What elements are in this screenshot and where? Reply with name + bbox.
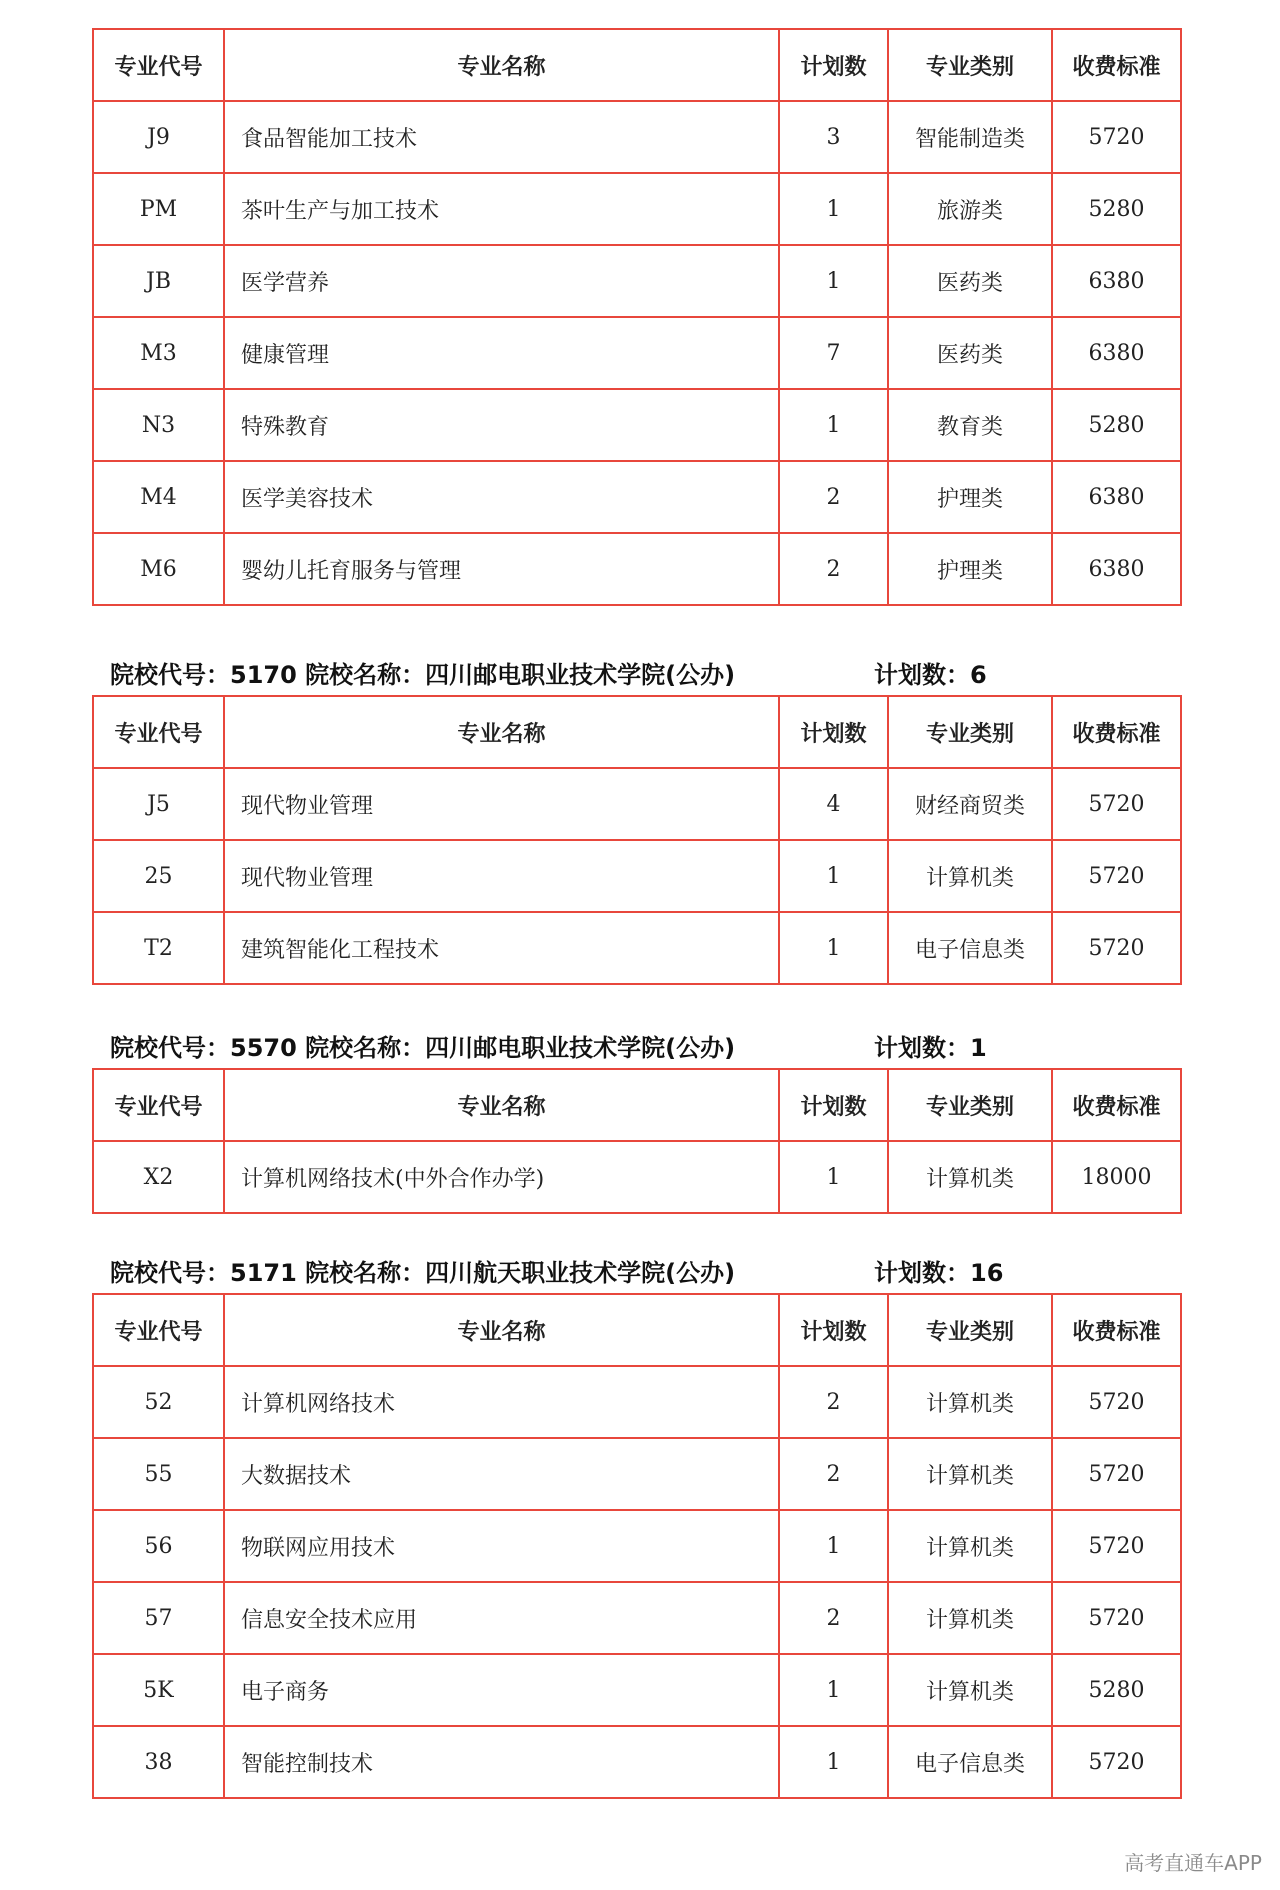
header-name: 专业名称 bbox=[224, 29, 779, 101]
cell-fee: 5720 bbox=[1052, 768, 1181, 840]
cell-category: 计算机类 bbox=[888, 1438, 1052, 1510]
header-name: 专业名称 bbox=[224, 1294, 779, 1366]
table-row bbox=[93, 1438, 1181, 1510]
cell-code: 52 bbox=[93, 1366, 224, 1438]
cell-code: PM bbox=[93, 173, 224, 245]
table-row bbox=[93, 1582, 1181, 1654]
table-row bbox=[93, 461, 1181, 533]
cell-code: T2 bbox=[93, 912, 224, 984]
header-category: 专业类别 bbox=[888, 29, 1052, 101]
cell-fee: 18000 bbox=[1052, 1141, 1181, 1213]
cell-code: 38 bbox=[93, 1726, 224, 1798]
cell-plan: 2 bbox=[779, 1366, 888, 1438]
cell-fee: 5720 bbox=[1052, 1510, 1181, 1582]
cell-plan: 2 bbox=[779, 1582, 888, 1654]
header-category: 专业类别 bbox=[888, 1294, 1052, 1366]
cell-category: 计算机类 bbox=[888, 1141, 1052, 1213]
cell-category: 电子信息类 bbox=[888, 1726, 1052, 1798]
cell-code: J5 bbox=[93, 768, 224, 840]
cell-name: 物联网应用技术 bbox=[224, 1510, 779, 1582]
plan-total: 计划数：6 bbox=[874, 661, 987, 689]
cell-fee: 6380 bbox=[1052, 317, 1181, 389]
cell-plan: 1 bbox=[779, 1654, 888, 1726]
cell-category: 计算机类 bbox=[888, 1366, 1052, 1438]
cell-category: 护理类 bbox=[888, 533, 1052, 605]
cell-fee: 5720 bbox=[1052, 1438, 1181, 1510]
header-row bbox=[93, 1294, 1181, 1366]
cell-code: M6 bbox=[93, 533, 224, 605]
header-plan: 计划数 bbox=[779, 1069, 888, 1141]
cell-category: 护理类 bbox=[888, 461, 1052, 533]
table-row bbox=[93, 1654, 1181, 1726]
header-row bbox=[93, 29, 1181, 101]
table-row bbox=[93, 768, 1181, 840]
cell-name: 现代物业管理 bbox=[224, 840, 779, 912]
cell-category: 计算机类 bbox=[888, 1654, 1052, 1726]
cell-plan: 1 bbox=[779, 389, 888, 461]
cell-fee: 6380 bbox=[1052, 245, 1181, 317]
header-code: 专业代号 bbox=[93, 29, 224, 101]
header-name: 专业名称 bbox=[224, 1069, 779, 1141]
table-row bbox=[93, 912, 1181, 984]
cell-category: 计算机类 bbox=[888, 1582, 1052, 1654]
header-fee: 收费标准 bbox=[1052, 696, 1181, 768]
cell-name: 信息安全技术应用 bbox=[224, 1582, 779, 1654]
table-section-0 bbox=[92, 28, 1182, 606]
cell-code: X2 bbox=[93, 1141, 224, 1213]
cell-plan: 1 bbox=[779, 840, 888, 912]
plan-total: 计划数：16 bbox=[874, 1259, 1004, 1287]
table-row bbox=[93, 101, 1181, 173]
cell-plan: 1 bbox=[779, 173, 888, 245]
cell-category: 计算机类 bbox=[888, 1510, 1052, 1582]
cell-code: M4 bbox=[93, 461, 224, 533]
cell-code: 25 bbox=[93, 840, 224, 912]
table-header bbox=[93, 1294, 1181, 1366]
cell-plan: 3 bbox=[779, 101, 888, 173]
cell-plan: 7 bbox=[779, 317, 888, 389]
school-info: 院校代号：5570 院校名称：四川邮电职业技术学院(公办) bbox=[110, 1034, 736, 1062]
cell-fee: 5720 bbox=[1052, 101, 1181, 173]
cell-category: 计算机类 bbox=[888, 840, 1052, 912]
table-row bbox=[93, 1141, 1181, 1213]
cell-fee: 5280 bbox=[1052, 389, 1181, 461]
cell-code: JB bbox=[93, 245, 224, 317]
cell-plan: 1 bbox=[779, 245, 888, 317]
table-row bbox=[93, 245, 1181, 317]
cell-plan: 1 bbox=[779, 1141, 888, 1213]
cell-name: 婴幼儿托育服务与管理 bbox=[224, 533, 779, 605]
header-code: 专业代号 bbox=[93, 1294, 224, 1366]
cell-name: 健康管理 bbox=[224, 317, 779, 389]
cell-plan: 1 bbox=[779, 1726, 888, 1798]
cell-name: 医学美容技术 bbox=[224, 461, 779, 533]
table-row bbox=[93, 389, 1181, 461]
table-section-2 bbox=[92, 1068, 1182, 1214]
school-info: 院校代号：5170 院校名称：四川邮电职业技术学院(公办) bbox=[110, 661, 736, 689]
cell-plan: 2 bbox=[779, 1438, 888, 1510]
header-plan: 计划数 bbox=[779, 1294, 888, 1366]
cell-name: 特殊教育 bbox=[224, 389, 779, 461]
cell-code: 57 bbox=[93, 1582, 224, 1654]
cell-fee: 6380 bbox=[1052, 533, 1181, 605]
cell-fee: 5280 bbox=[1052, 1654, 1181, 1726]
header-category: 专业类别 bbox=[888, 1069, 1052, 1141]
cell-category: 财经商贸类 bbox=[888, 768, 1052, 840]
cell-code: N3 bbox=[93, 389, 224, 461]
cell-category: 旅游类 bbox=[888, 173, 1052, 245]
cell-plan: 2 bbox=[779, 533, 888, 605]
header-plan: 计划数 bbox=[779, 29, 888, 101]
section-3 bbox=[92, 1253, 1180, 1799]
cell-name: 茶叶生产与加工技术 bbox=[224, 173, 779, 245]
school-info: 院校代号：5171 院校名称：四川航天职业技术学院(公办) bbox=[110, 1259, 736, 1287]
cell-category: 电子信息类 bbox=[888, 912, 1052, 984]
header-fee: 收费标准 bbox=[1052, 1069, 1181, 1141]
cell-code: 56 bbox=[93, 1510, 224, 1582]
header-fee: 收费标准 bbox=[1052, 29, 1181, 101]
section-1 bbox=[92, 655, 1180, 985]
header-plan: 计划数 bbox=[779, 696, 888, 768]
table-row bbox=[93, 1366, 1181, 1438]
cell-name: 计算机网络技术 bbox=[224, 1366, 779, 1438]
cell-category: 教育类 bbox=[888, 389, 1052, 461]
table-section-1 bbox=[92, 695, 1182, 985]
section-0 bbox=[92, 28, 1180, 606]
table-header bbox=[93, 696, 1181, 768]
cell-plan: 1 bbox=[779, 1510, 888, 1582]
watermark: 高考直通车APP bbox=[1124, 1851, 1262, 1875]
cell-name: 大数据技术 bbox=[224, 1438, 779, 1510]
cell-fee: 5720 bbox=[1052, 840, 1181, 912]
cell-fee: 5720 bbox=[1052, 912, 1181, 984]
cell-plan: 4 bbox=[779, 768, 888, 840]
header-code: 专业代号 bbox=[93, 696, 224, 768]
cell-code: J9 bbox=[93, 101, 224, 173]
cell-name: 建筑智能化工程技术 bbox=[224, 912, 779, 984]
cell-code: 5K bbox=[93, 1654, 224, 1726]
cell-name: 现代物业管理 bbox=[224, 768, 779, 840]
header-row bbox=[93, 696, 1181, 768]
cell-fee: 5720 bbox=[1052, 1582, 1181, 1654]
cell-category: 智能制造类 bbox=[888, 101, 1052, 173]
section-title bbox=[92, 1253, 1180, 1293]
section-2 bbox=[92, 1028, 1180, 1214]
table-row bbox=[93, 533, 1181, 605]
cell-fee: 5280 bbox=[1052, 173, 1181, 245]
header-name: 专业名称 bbox=[224, 696, 779, 768]
section-title bbox=[92, 1028, 1180, 1068]
header-category: 专业类别 bbox=[888, 696, 1052, 768]
cell-name: 电子商务 bbox=[224, 1654, 779, 1726]
table-header bbox=[93, 29, 1181, 101]
table-row bbox=[93, 1726, 1181, 1798]
cell-fee: 5720 bbox=[1052, 1366, 1181, 1438]
cell-fee: 6380 bbox=[1052, 461, 1181, 533]
table-row bbox=[93, 840, 1181, 912]
cell-fee: 5720 bbox=[1052, 1726, 1181, 1798]
plan-total: 计划数：1 bbox=[874, 1034, 987, 1062]
cell-plan: 1 bbox=[779, 912, 888, 984]
table-row bbox=[93, 1510, 1181, 1582]
cell-name: 食品智能加工技术 bbox=[224, 101, 779, 173]
cell-plan: 2 bbox=[779, 461, 888, 533]
section-title bbox=[92, 655, 1180, 695]
cell-category: 医药类 bbox=[888, 245, 1052, 317]
table-header bbox=[93, 1069, 1181, 1141]
cell-name: 智能控制技术 bbox=[224, 1726, 779, 1798]
cell-code: M3 bbox=[93, 317, 224, 389]
header-fee: 收费标准 bbox=[1052, 1294, 1181, 1366]
header-code: 专业代号 bbox=[93, 1069, 224, 1141]
table-row bbox=[93, 317, 1181, 389]
table-row bbox=[93, 173, 1181, 245]
header-row bbox=[93, 1069, 1181, 1141]
cell-name: 计算机网络技术(中外合作办学) bbox=[224, 1141, 779, 1213]
cell-code: 55 bbox=[93, 1438, 224, 1510]
cell-name: 医学营养 bbox=[224, 245, 779, 317]
table-section-3 bbox=[92, 1293, 1182, 1799]
cell-category: 医药类 bbox=[888, 317, 1052, 389]
